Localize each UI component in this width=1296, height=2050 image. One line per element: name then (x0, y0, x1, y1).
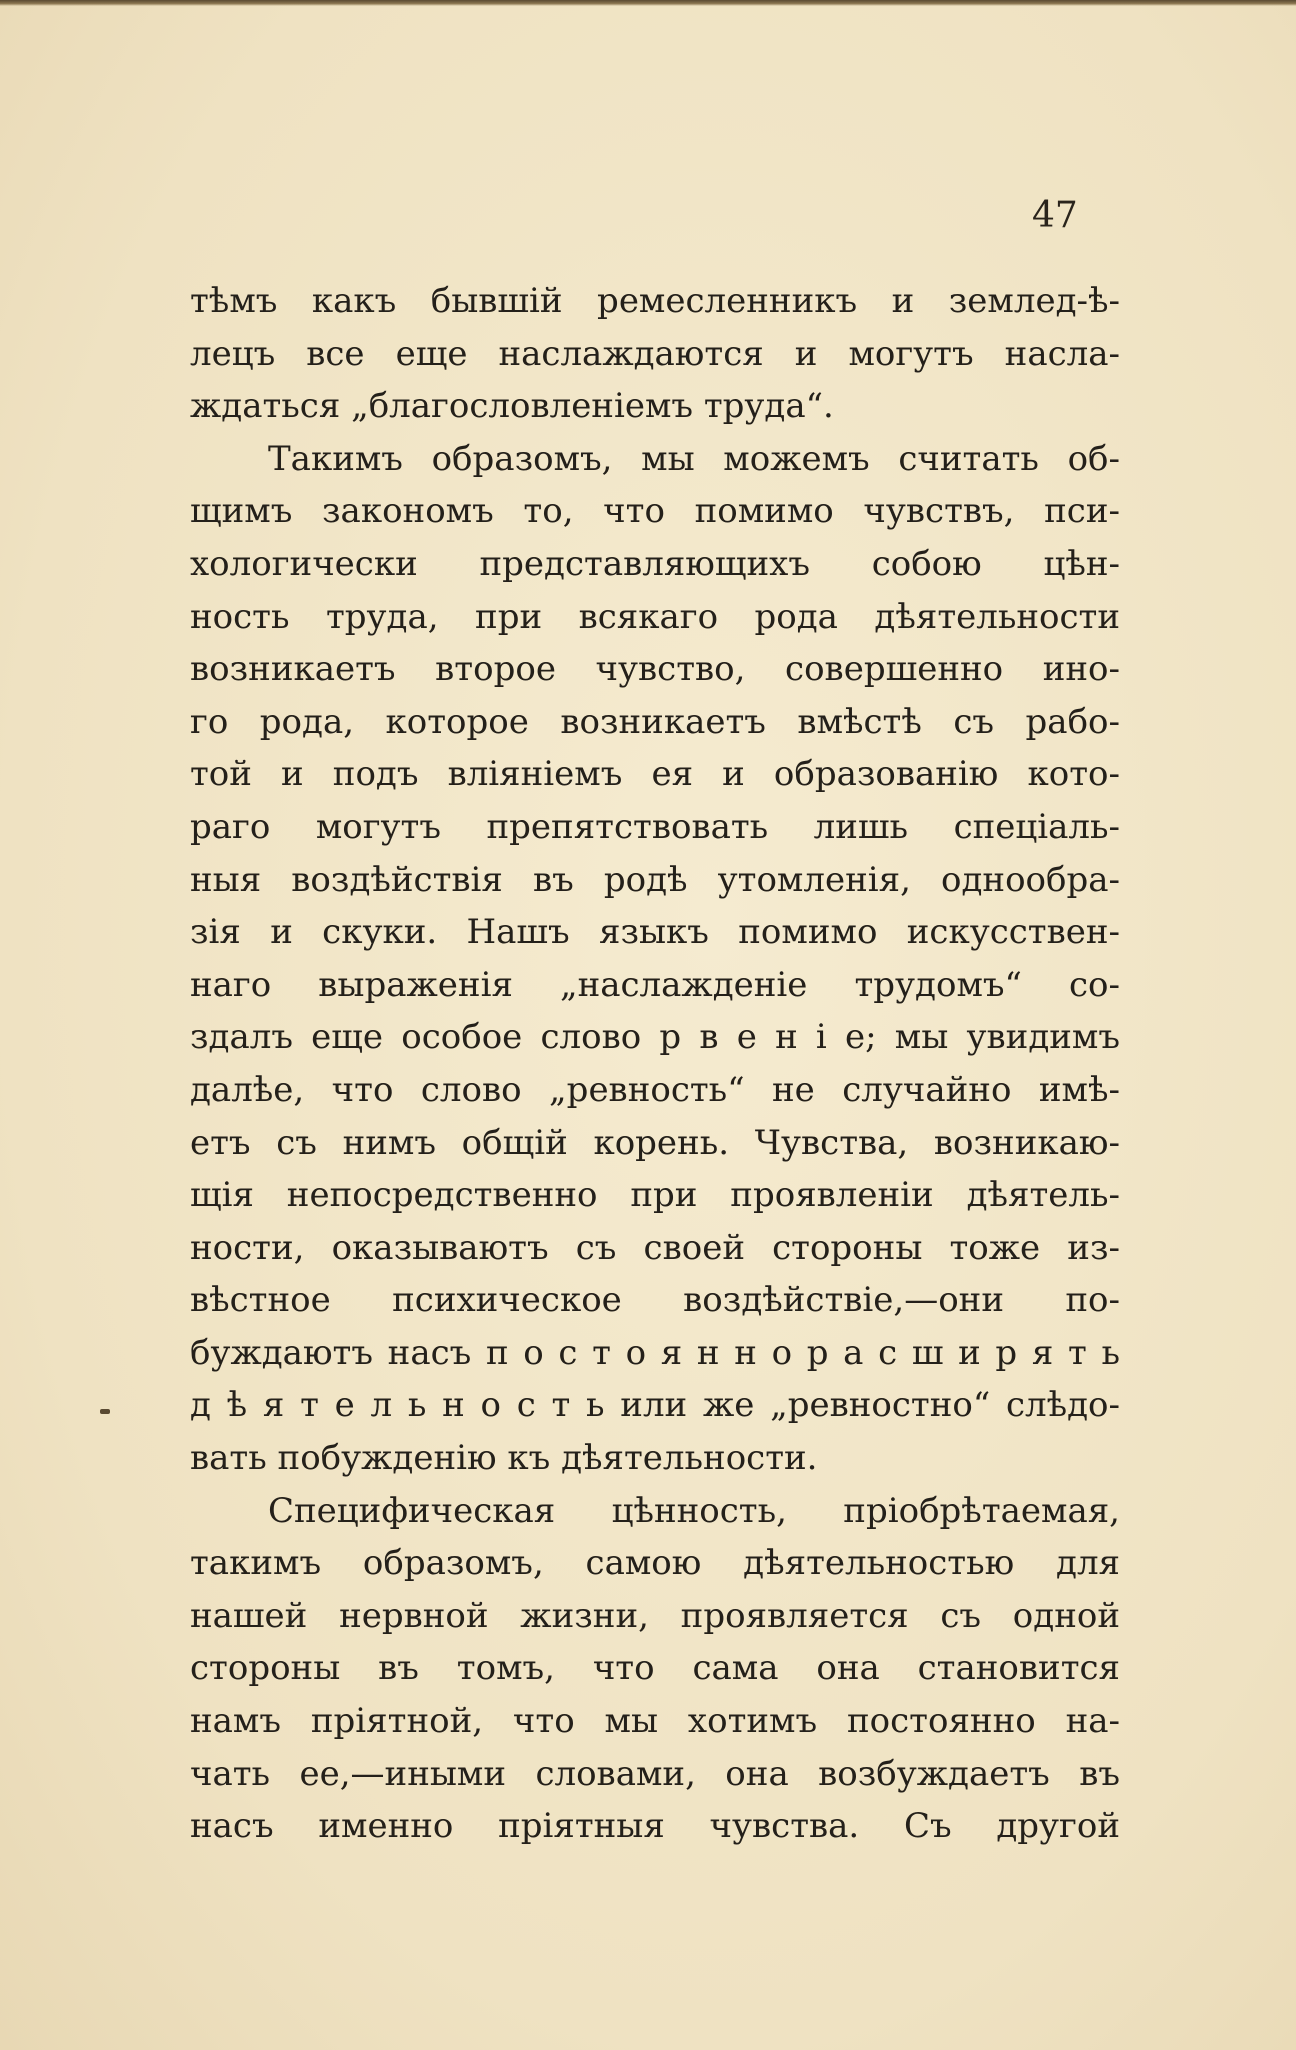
text-line: здалъ еще особое слово р в е н і е; мы увидимъ (190, 1017, 1120, 1058)
text-line: тѣмъ какъ бывшій ремесленникъ и землед-ѣ- (190, 281, 1120, 321)
text-line: намъ пріятной, что мы хотимъ постоянно на- (190, 1701, 1120, 1742)
text-line: такимъ образомъ, самою дѣятельностью для (190, 1543, 1120, 1584)
page-top-edge (0, 0, 1296, 6)
text-line: ность труда, при всякаго рода дѣятельности (190, 596, 1120, 637)
text-line: той и подъ вліяніемъ ея и образованію кото- (190, 754, 1120, 795)
text-line: д ѣ я т е л ь н о с т ь или же „ревностно“ слѣдо- (190, 1385, 1120, 1426)
text-line: наго выраженія „наслажденіе трудомъ“ со- (190, 964, 1120, 1005)
text-line: буждаютъ насъ п о с т о я н н о р а с ш и р я т ь (190, 1332, 1120, 1373)
text-line: раго могутъ препятствовать лишь спеціаль- (190, 806, 1120, 847)
text-line: зія и скуки. Нашъ языкъ помимо искусствен- (190, 912, 1120, 953)
margin-mark (100, 1409, 110, 1414)
body-text (190, 275, 1120, 1853)
text-line: щія непосредственно при проявленіи дѣятель- (190, 1175, 1120, 1216)
text-line: вать побужденію къ дѣятельности. (190, 1438, 818, 1479)
text-line: далѣе, что слово „ревность“ не случайно имѣ- (190, 1069, 1120, 1110)
text-line: щимъ закономъ то, что помимо чувствъ, пси- (190, 491, 1120, 532)
text-line: лецъ все еще наслаждаются и могутъ насла- (190, 333, 1120, 374)
text-line: чать ее,—иными словами, она возбуждаетъ въ (190, 1753, 1120, 1794)
text-line: ждаться „благословленіемъ труда“. (190, 386, 834, 427)
text-line: Специфическая цѣнность, пріобрѣтаемая, (268, 1490, 1120, 1531)
text-line: етъ съ нимъ общій корень. Чувства, возникаю- (190, 1122, 1120, 1163)
page-number: 47 (1032, 195, 1078, 236)
text-line: ныя воздѣйствія въ родѣ утомленія, однообра- (190, 859, 1120, 900)
text-line: возникаетъ второе чувство, совершенно ино- (190, 649, 1120, 690)
text-line: ности, оказываютъ съ своей стороны тоже из- (190, 1227, 1120, 1268)
text-line: го рода, которое возникаетъ вмѣстѣ съ рабо- (190, 701, 1120, 742)
text-line: стороны въ томъ, что сама она становится (190, 1648, 1120, 1689)
text-line: насъ именно пріятныя чувства. Съ другой (190, 1806, 1120, 1847)
text-line: нашей нервной жизни, проявляется съ одной (190, 1595, 1120, 1636)
text-line: хологически представляющихъ собою цѣн- (190, 543, 1120, 584)
text-line: вѣстное психическое воздѣйствіе,—они по- (190, 1280, 1120, 1321)
text-line: Такимъ образомъ, мы можемъ считать об- (268, 438, 1120, 479)
